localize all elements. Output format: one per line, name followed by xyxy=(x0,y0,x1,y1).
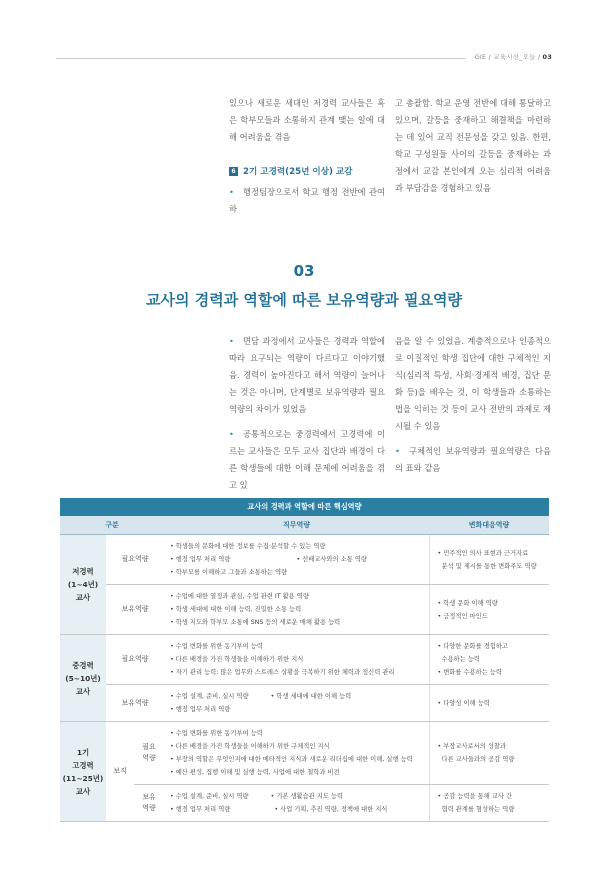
list-item: • 다양한 문화를 경험하고 xyxy=(437,643,509,650)
group-line: 교사 xyxy=(75,786,91,796)
subheading-text: 2기 고경력(25년 이상) 교감 xyxy=(243,167,353,177)
list-item: 다른 교사들과의 공감 역량 xyxy=(441,756,515,763)
list-item: • 수업 변화를 위한 동기부여 능력 xyxy=(170,730,263,737)
group-line: 교사 xyxy=(75,686,91,696)
paragraph: 있으나 새로운 세대인 저경력 교사들은 혹은 학부모들과 소통하지 관계 맺는 일에 대해 어려움을 겪음 xyxy=(229,98,385,142)
role-label: 보직 xyxy=(106,722,134,822)
number-icon: 6 xyxy=(229,167,238,176)
subheading xyxy=(229,164,385,181)
row-label: 필요역량 xyxy=(106,635,164,685)
list-item: • 예산 편성, 집행 이해 및 실행 능력, 사업에 대한 철학과 비전 xyxy=(170,769,340,776)
bullet-icon: • xyxy=(229,336,234,346)
group-low xyxy=(60,535,106,635)
list-item: • 자기 관리 능력: 많은 업무와 스트레스 상황을 극복하기 위한 체력과 정신력 관리 xyxy=(170,669,395,676)
list-item: • 수업 설계, 준비, 실시 역량 • 학생 세대에 대한 이해 능력 xyxy=(170,693,352,700)
mid-left-column xyxy=(229,333,385,494)
list-item: 수용하는 능력 xyxy=(441,656,481,663)
group-high xyxy=(60,722,106,822)
list-item: • 학생 문화 이해 역량 xyxy=(437,599,498,607)
list-item: • 부장교사로서의 성찰과 xyxy=(437,743,507,750)
paragraph: 고 총괄함. 학교 운영 전반에 대해 통달하고 있으며, 갈등을 중재하고 해결책을 마련하는 데 있어 교직 전문성을 갖고 있음. 한편, 학교 구성원들 사이의 갈등을 중재하는 과정에서 교감 본인에게 오는 심리적 어려움과 부담감을 경험하고 있음 xyxy=(395,98,551,193)
list-item: • 행정 업무 처리 역량 xyxy=(170,706,231,713)
group-line: (5~10년) xyxy=(65,673,101,683)
change-list xyxy=(429,785,549,822)
list-item: 분석 및 제시를 통한 변화주도 역량 xyxy=(441,562,537,570)
change-list xyxy=(429,722,549,785)
table-row xyxy=(60,535,549,585)
group-line: 고경력 xyxy=(72,760,94,770)
bullet-icon: • xyxy=(229,187,234,197)
table-header-row xyxy=(60,516,549,535)
list-item: • 수업 설계, 준비, 실시 역량 • 기본 생활습관 지도 능력 xyxy=(170,793,344,800)
competency-list xyxy=(164,685,429,722)
bullet-text: 행정팀장으로서 학교 행정 전반에 관여하 xyxy=(229,187,385,214)
row-label: 필요역량 xyxy=(106,535,164,585)
list-item: • 학생 지도와 학부모 소통에 SNS 등의 새로운 매체 활용 능력 xyxy=(170,619,341,626)
list-item: • 다른 배경을 가진 학생들을 이해하기 위한 지식 xyxy=(170,656,304,663)
change-list xyxy=(429,635,549,685)
header-rule xyxy=(56,58,466,59)
bullet-paragraph xyxy=(229,184,385,218)
group-line: (11~25년) xyxy=(62,773,104,783)
change-list xyxy=(429,685,549,722)
section-number: 03 xyxy=(293,262,315,280)
bullet-text: 면담 과정에서 교사들은 경력과 역할에 따라 요구되는 역량이 다르다고 이야기했음. 경력이 높아진다고 해서 역량이 늘어나는 것은 아니며, 단계별로 보유역량과 필요역량의 차이가 있었음 xyxy=(229,336,385,414)
row-label: 보유역량 xyxy=(106,685,164,722)
header-group: 구분 xyxy=(60,516,164,535)
table-row xyxy=(60,585,549,635)
header-competency: 직무역량 xyxy=(164,516,429,535)
table-row xyxy=(60,722,549,785)
list-item: • 변화를 수용하는 능력 xyxy=(437,669,502,676)
group-line: 저경력 xyxy=(72,567,94,576)
list-item: • 부장의 역할은 무엇인지에 대한 메타적인 지식과 새로운 리더십에 대한 이해, 실행 능력 xyxy=(170,756,413,763)
list-item: • 행정 업무 처리 역량 • 사업 기획, 추진 역량, 정책에 대한 지식 xyxy=(170,806,388,813)
group-line: 1기 xyxy=(76,747,90,757)
group-line: 교사 xyxy=(75,593,91,602)
row-label: 필요 역량 xyxy=(134,722,164,785)
row-label: 보유역량 xyxy=(106,585,164,635)
competency-list xyxy=(164,535,429,585)
bullet-text: 구체적인 보유역량과 필요역량은 다음의 표와 같음 xyxy=(395,446,551,473)
group-mid xyxy=(60,635,106,722)
list-item: • 다른 배경을 가진 학생들을 이해하기 위한 구체적인 지식 xyxy=(170,743,330,750)
bullet-paragraph xyxy=(229,426,385,494)
competency-table xyxy=(60,498,549,822)
table-row xyxy=(60,785,549,822)
top-right-column xyxy=(395,95,551,197)
list-item: • 학생 세대에 대한 이해 능력, 진밀한 소통 능력 xyxy=(170,606,302,613)
bullet-paragraph xyxy=(229,333,385,418)
paragraph: 음을 알 수 있었음. 계층적으로나 인종적으로 이질적인 학생 집단에 대한 구체적인 지식(심리적 특성, 사회·경제적 배경, 집단 문화 등)을 배우는 것, 이 학생들과 소통하는 법을 익히는 것 등이 교사 전반의 과제로 제시될 수 있음 xyxy=(395,336,551,431)
mid-right-column xyxy=(395,333,551,477)
bullet-paragraph xyxy=(395,443,551,477)
list-item: • 행정 업무 처리 역량 • 선배교사와의 소통 역량 xyxy=(170,556,367,563)
competency-list xyxy=(164,722,429,785)
table-caption-row xyxy=(60,498,549,516)
competency-list xyxy=(164,635,429,685)
list-item: • 다양성 이해 능력 xyxy=(437,699,490,707)
header-title: GIE / 교육시선_오늘 / xyxy=(474,53,541,61)
table-caption: 교사의 경력과 역할에 따른 핵심역량 xyxy=(60,498,549,516)
header-change: 변화대응역량 xyxy=(429,516,549,535)
list-item: 협력 관계를 형성하는 역량 xyxy=(441,806,515,813)
competency-list xyxy=(164,585,429,635)
list-item: • 수업에 대한 열정과 관심, 수업 관련 IT 활용 역량 xyxy=(170,593,309,600)
running-header xyxy=(475,52,552,61)
table-row xyxy=(60,685,549,722)
table-row xyxy=(60,635,549,685)
group-line: (1~4년) xyxy=(67,580,99,589)
bullet-text: 공통적으로는 중경력에서 고경력에 이르는 교사들은 모두 교사 집단과 배경이 다른 학생들에 대한 이해 문제에 어려움을 겪고 있 xyxy=(229,429,385,490)
section-title: 교사의 경력과 역할에 따른 보유역량과 필요역량 xyxy=(146,291,462,309)
change-list xyxy=(429,585,549,635)
list-item: • 민주적인 의사 표현과 근거자료 xyxy=(437,549,529,557)
list-item: • 학생들의 문화에 대한 정보를 수집·분석할 수 있는 역량 xyxy=(170,543,326,550)
competency-list xyxy=(164,785,429,822)
change-list xyxy=(429,535,549,585)
list-item: • 긍정적인 마인드 xyxy=(437,612,488,620)
list-item: • 학부모를 이해하고 그들과 소통하는 역량 xyxy=(170,569,288,576)
row-label: 보유 역량 xyxy=(134,785,164,822)
top-left-column xyxy=(229,95,385,218)
bullet-icon: • xyxy=(395,446,400,456)
list-item: • 공감 능력을 통해 교사 간 xyxy=(437,793,513,800)
group-line: 중경력 xyxy=(72,660,94,670)
page-number: 03 xyxy=(542,53,552,61)
list-item: • 수업 변화를 위한 동기부여 능력 xyxy=(170,643,263,650)
bullet-icon: • xyxy=(229,429,234,439)
